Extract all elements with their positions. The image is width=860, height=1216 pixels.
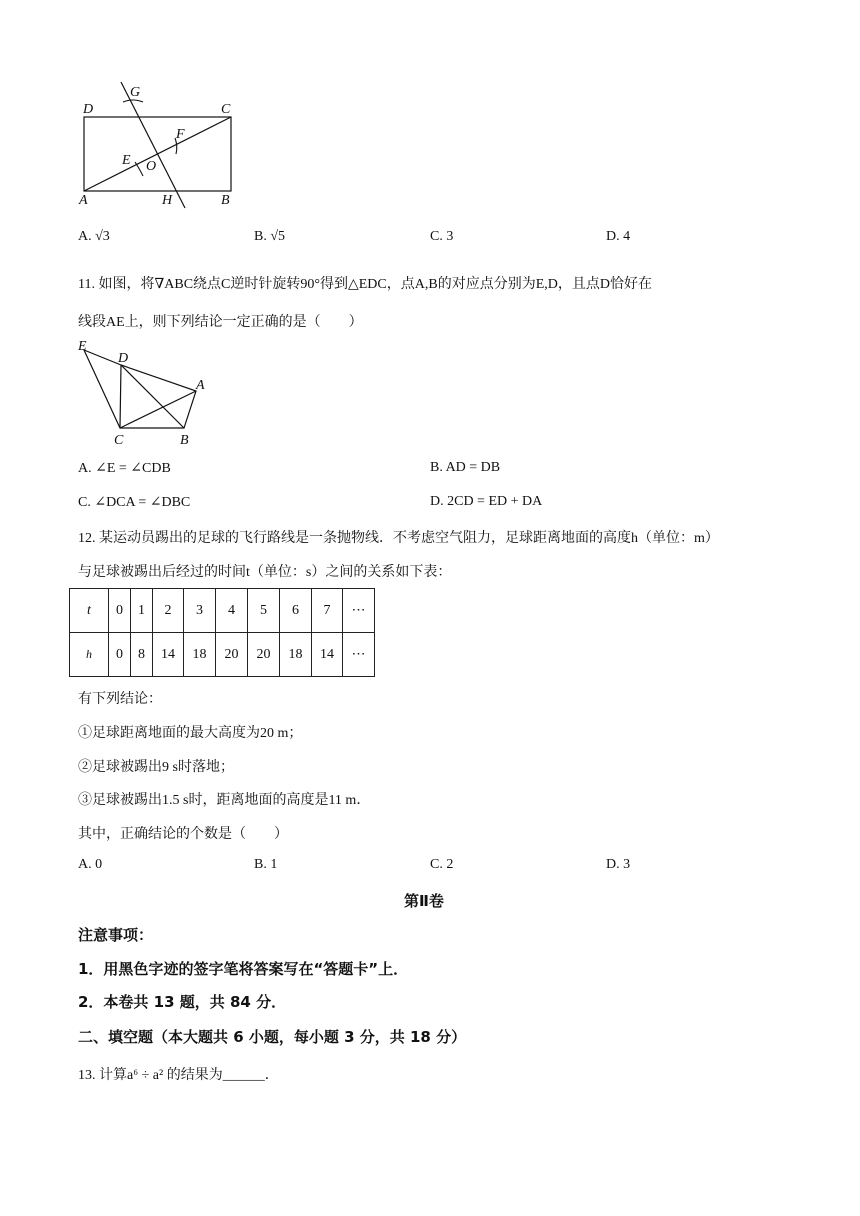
- label-O: O: [146, 159, 157, 174]
- section-heading: 二、填空题（本大题共 6 小题，每小题 3 分，共 18 分）: [78, 1028, 467, 1046]
- q12-stem-line2: 与足球被踢出后经过的时间t（单位：s）之间的关系如下表：: [78, 565, 452, 580]
- label-B: B: [180, 433, 189, 448]
- q12-table: [69, 588, 375, 677]
- segment-ca: [120, 391, 196, 428]
- segment-db: [121, 365, 184, 428]
- label-A: A: [79, 193, 88, 208]
- q10-option-d: D. 4: [606, 229, 631, 244]
- table-cell: t: [70, 589, 109, 633]
- table-cell: 14: [312, 633, 343, 677]
- label-A: A: [196, 378, 205, 393]
- table-cell: 6: [280, 589, 312, 633]
- table-cell: 5: [248, 589, 280, 633]
- q12-conclusion-3: ③足球被踢出1.5 s时，距离地面的高度是11 m．: [78, 793, 371, 808]
- table-cell: 8: [131, 633, 153, 677]
- q12-intro: 有下列结论：: [78, 692, 162, 707]
- label-D: D: [118, 351, 129, 366]
- q12-option-b: B. 1: [254, 857, 278, 872]
- table-cell: 2: [153, 589, 184, 633]
- q12-option-a: A. 0: [78, 857, 103, 872]
- arc-e: [135, 162, 143, 176]
- table-cell: ⋯: [343, 589, 375, 633]
- table-row-t: [70, 589, 375, 633]
- q12-option-c: C. 2: [430, 857, 454, 872]
- label-E: E: [122, 153, 131, 168]
- q10-option-c: C. 3: [430, 229, 454, 244]
- table-cell: 14: [153, 633, 184, 677]
- q10-option-a: A. √3: [78, 229, 110, 244]
- table-cell: 20: [216, 633, 248, 677]
- q12-conclusion-2: ②足球被踢出9 s时落地；: [78, 760, 234, 775]
- table-cell: h: [70, 633, 109, 677]
- q12-question: 其中，正确结论的个数是（ ）: [78, 827, 288, 842]
- table-cell: ⋯: [343, 633, 375, 677]
- table-cell: 18: [184, 633, 216, 677]
- table-cell: 20: [248, 633, 280, 677]
- table-cell: 0: [109, 589, 131, 633]
- notice-item-2: 2．本卷共 13 题，共 84 分．: [78, 993, 287, 1011]
- q12-stem-line1: 12. 某运动员踢出的足球的飞行路线是一条抛物线．不考虑空气阻力，足球距离地面的高度h（单位：m）: [78, 531, 719, 546]
- table-cell: 18: [280, 633, 312, 677]
- label-G: G: [130, 85, 141, 100]
- q10-option-b: B. √5: [254, 229, 286, 244]
- table-row-h: [70, 633, 375, 677]
- label-C: C: [221, 102, 231, 117]
- q11-option-d: D. 2CD = ED + DA: [430, 494, 543, 509]
- label-B: B: [221, 193, 230, 208]
- table-cell: 1: [131, 589, 153, 633]
- label-H: H: [162, 193, 173, 208]
- q11-option-b: B. AD = DB: [430, 460, 501, 475]
- label-D: D: [83, 102, 94, 117]
- label-C: C: [114, 433, 124, 448]
- q13-stem: 13. 计算a⁶ ÷ a² 的结果为______．: [78, 1068, 279, 1083]
- q10-figure: [75, 80, 250, 210]
- q12-option-d: D. 3: [606, 857, 631, 872]
- notice-item-1: 1．用黑色字迹的签字笔将答案写在“答题卡”上．: [78, 960, 409, 978]
- part2-title: 第Ⅱ卷: [404, 892, 444, 910]
- q11-figure: [74, 338, 214, 450]
- table-cell: 4: [216, 589, 248, 633]
- arc-g: [123, 100, 143, 102]
- q12-conclusion-1: ①足球距离地面的最大高度为20 m；: [78, 726, 303, 741]
- table-cell: 3: [184, 589, 216, 633]
- segment-dc: [120, 365, 121, 428]
- table-cell: 7: [312, 589, 343, 633]
- table-cell: 0: [109, 633, 131, 677]
- label-F: F: [176, 127, 185, 142]
- q11-option-a: A. ∠E = ∠CDB: [78, 461, 171, 476]
- q11-stem-line1: 11. 如图，将∇ABC绕点C逆时针旋转90°得到△EDC，点A,B的对应点分别为E,D，且点D恰好在: [78, 277, 652, 292]
- notice-heading: 注意事项：: [78, 926, 154, 944]
- q11-stem-line2: 线段AE上，则下列结论一定正确的是（ ）: [78, 315, 363, 330]
- outer-quadrilateral: [84, 350, 196, 428]
- q11-option-c: C. ∠DCA = ∠DBC: [78, 495, 191, 510]
- label-E: E: [78, 339, 87, 354]
